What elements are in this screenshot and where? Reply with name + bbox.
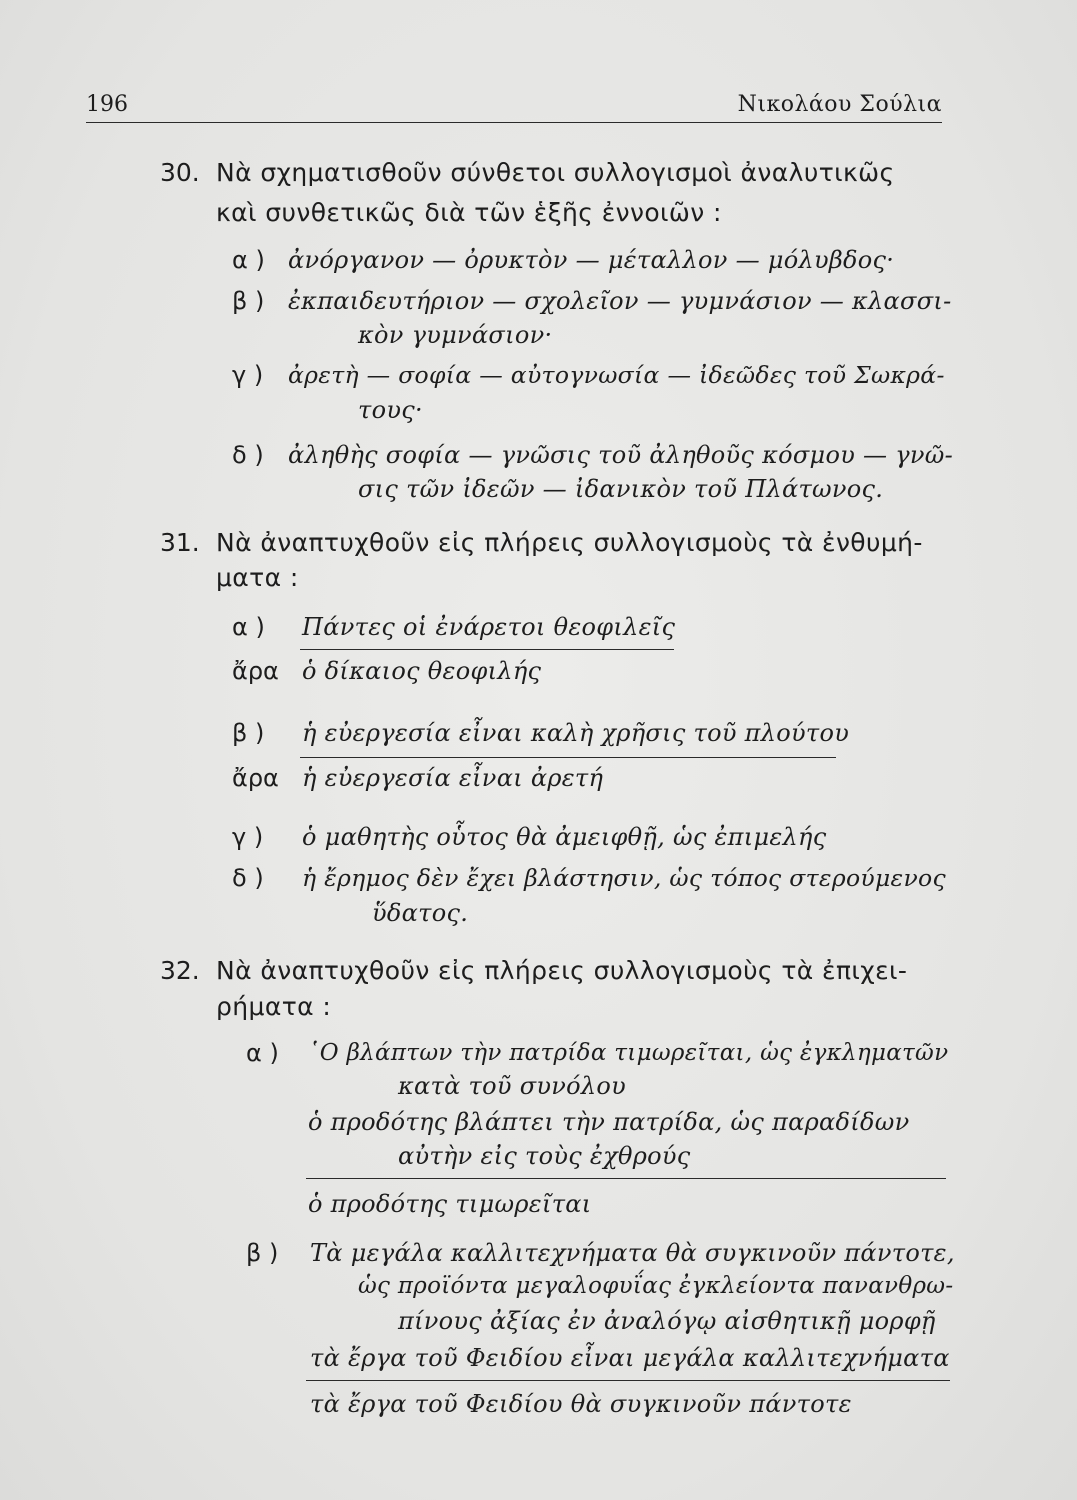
ex30-item-b-label: β ) (232, 287, 265, 315)
ex30-item-c-text-1: ἀρετὴ — σοφία — αὐτογνωσία — ἰδεῶδες τοῦ Σωκρά- (288, 361, 945, 389)
ex32-a-label: α ) (246, 1039, 279, 1067)
ex30-item-c-label: γ ) (232, 361, 264, 389)
ex31-b-premise: ἡ εὐεργεσία εἶναι καλὴ χρῆσις τοῦ πλούτου (302, 719, 850, 747)
exercise-31-line-2: ματα : (216, 563, 299, 592)
exercise-30-number: 30. (160, 158, 200, 187)
ex31-b-ara: ἄρα (232, 764, 279, 792)
ex30-item-d-text-2: σις τῶν ἰδεῶν — ἰδανικὸν τοῦ Πλάτωνος. (358, 475, 884, 503)
exercise-32-line-2: ρήματα : (216, 992, 332, 1021)
exercise-31-number: 31. (160, 528, 200, 557)
ex30-item-c-text-2: τους· (358, 396, 423, 424)
ex32-a-line-4: αὐτὴν εἰς τοὺς ἐχθρούς (398, 1142, 691, 1170)
exercise-31-line-1: Νὰ ἀναπτυχθοῦν εἰς πλήρεις συλλογισμοὺς τὰ ἐνθυμή- (216, 528, 923, 557)
ex31-a-ara: ἄρα (232, 657, 279, 685)
ex32-b-line-3: πίνους ἀξίας ἐν ἀναλόγῳ αἰσθητικῇ μορφῇ (398, 1307, 936, 1335)
ex31-a-label: α ) (232, 613, 265, 641)
ex32-a-line-1: ῾Ο βλάπτων τὴν πατρίδα τιμωρεῖται, ὡς ἐγκληματῶν (308, 1040, 949, 1066)
ex30-item-b-text-2: κὸν γυμνάσιον· (358, 321, 553, 349)
page-header (86, 90, 942, 123)
ex32-b-line-4: τὰ ἔργα τοῦ Φειδίου εἶναι μεγάλα καλλιτεχνήματα (310, 1344, 950, 1372)
exercise-30-line-2: καὶ συνθετικῶς διὰ τῶν ἑξῆς ἐννοιῶν : (216, 198, 722, 227)
exercise-32-line-1: Νὰ ἀναπτυχθοῦν εἰς πλήρεις συλλογισμοὺς τὰ ἐπιχει- (216, 956, 908, 985)
ex30-item-d-text-1: ἀληθὴς σοφία — γνῶσις τοῦ ἀληθοῦς κόσμου — γνῶ- (288, 441, 954, 469)
ex31-a-conclusion: ὁ δίκαιος θεοφιλής (302, 657, 542, 685)
ex31-c-label: γ ) (232, 823, 264, 851)
ex32-a-rule (306, 1178, 946, 1179)
ex31-a-rule (300, 649, 674, 650)
ex30-item-a-label: α ) (232, 246, 265, 274)
exercise-30-line-1: Νὰ σχηματισθοῦν σύνθετοι συλλογισμοὶ ἀναλυτικῶς (216, 158, 895, 187)
ex31-b-conclusion: ἡ εὐεργεσία εἶναι ἀρετή (302, 764, 604, 792)
ex32-b-conclusion: τὰ ἔργα τοῦ Φειδίου θὰ συγκινοῦν πάντοτε (310, 1390, 852, 1418)
ex32-b-line-1: Τὰ μεγάλα καλλιτεχνήματα θὰ συγκινοῦν πάντοτε, (310, 1239, 955, 1267)
ex32-a-conclusion: ὁ προδότης τιμωρεῖται (308, 1190, 592, 1218)
exercise-32-number: 32. (160, 956, 200, 985)
page-number: 196 (86, 92, 128, 117)
ex31-b-label: β ) (232, 719, 265, 747)
ex31-b-rule (300, 757, 836, 758)
ex32-b-rule (306, 1380, 950, 1381)
ex30-item-b-text-1: ἐκπαιδευτήριον — σχολεῖον — γυμνάσιον — κλασσι- (288, 287, 952, 315)
ex31-d-label: δ ) (232, 864, 264, 892)
ex32-a-line-2: κατὰ τοῦ συνόλου (398, 1072, 627, 1100)
ex30-item-d-label: δ ) (232, 441, 264, 469)
ex31-d-text-2: ὕδατος. (372, 899, 469, 927)
ex32-b-label: β ) (246, 1239, 279, 1267)
ex32-a-line-3: ὁ προδότης βλάπτει τὴν πατρίδα, ὡς παραδίδων (308, 1108, 910, 1136)
ex30-item-a-text: ἀνόργανον — ὀρυκτὸν — μέταλλον — μόλυβδος· (288, 246, 895, 274)
ex31-d-text-1: ἡ ἔρημος δὲν ἔχει βλάστησιν, ὡς τόπος στερούμενος (302, 864, 946, 892)
ex31-a-premise: Πάντες οἱ ἐνάρετοι θεοφιλεῖς (302, 613, 676, 641)
ex31-c-text: ὁ μαθητὴς οὗτος θὰ ἀμειφθῇ, ὡς ἐπιμελής (302, 823, 827, 851)
running-head: Νικολάου Σούλια (737, 92, 942, 117)
ex32-b-line-2: ὡς προϊόντα μεγαλοφυΐας ἐγκλείοντα πανανθρω- (358, 1273, 954, 1299)
